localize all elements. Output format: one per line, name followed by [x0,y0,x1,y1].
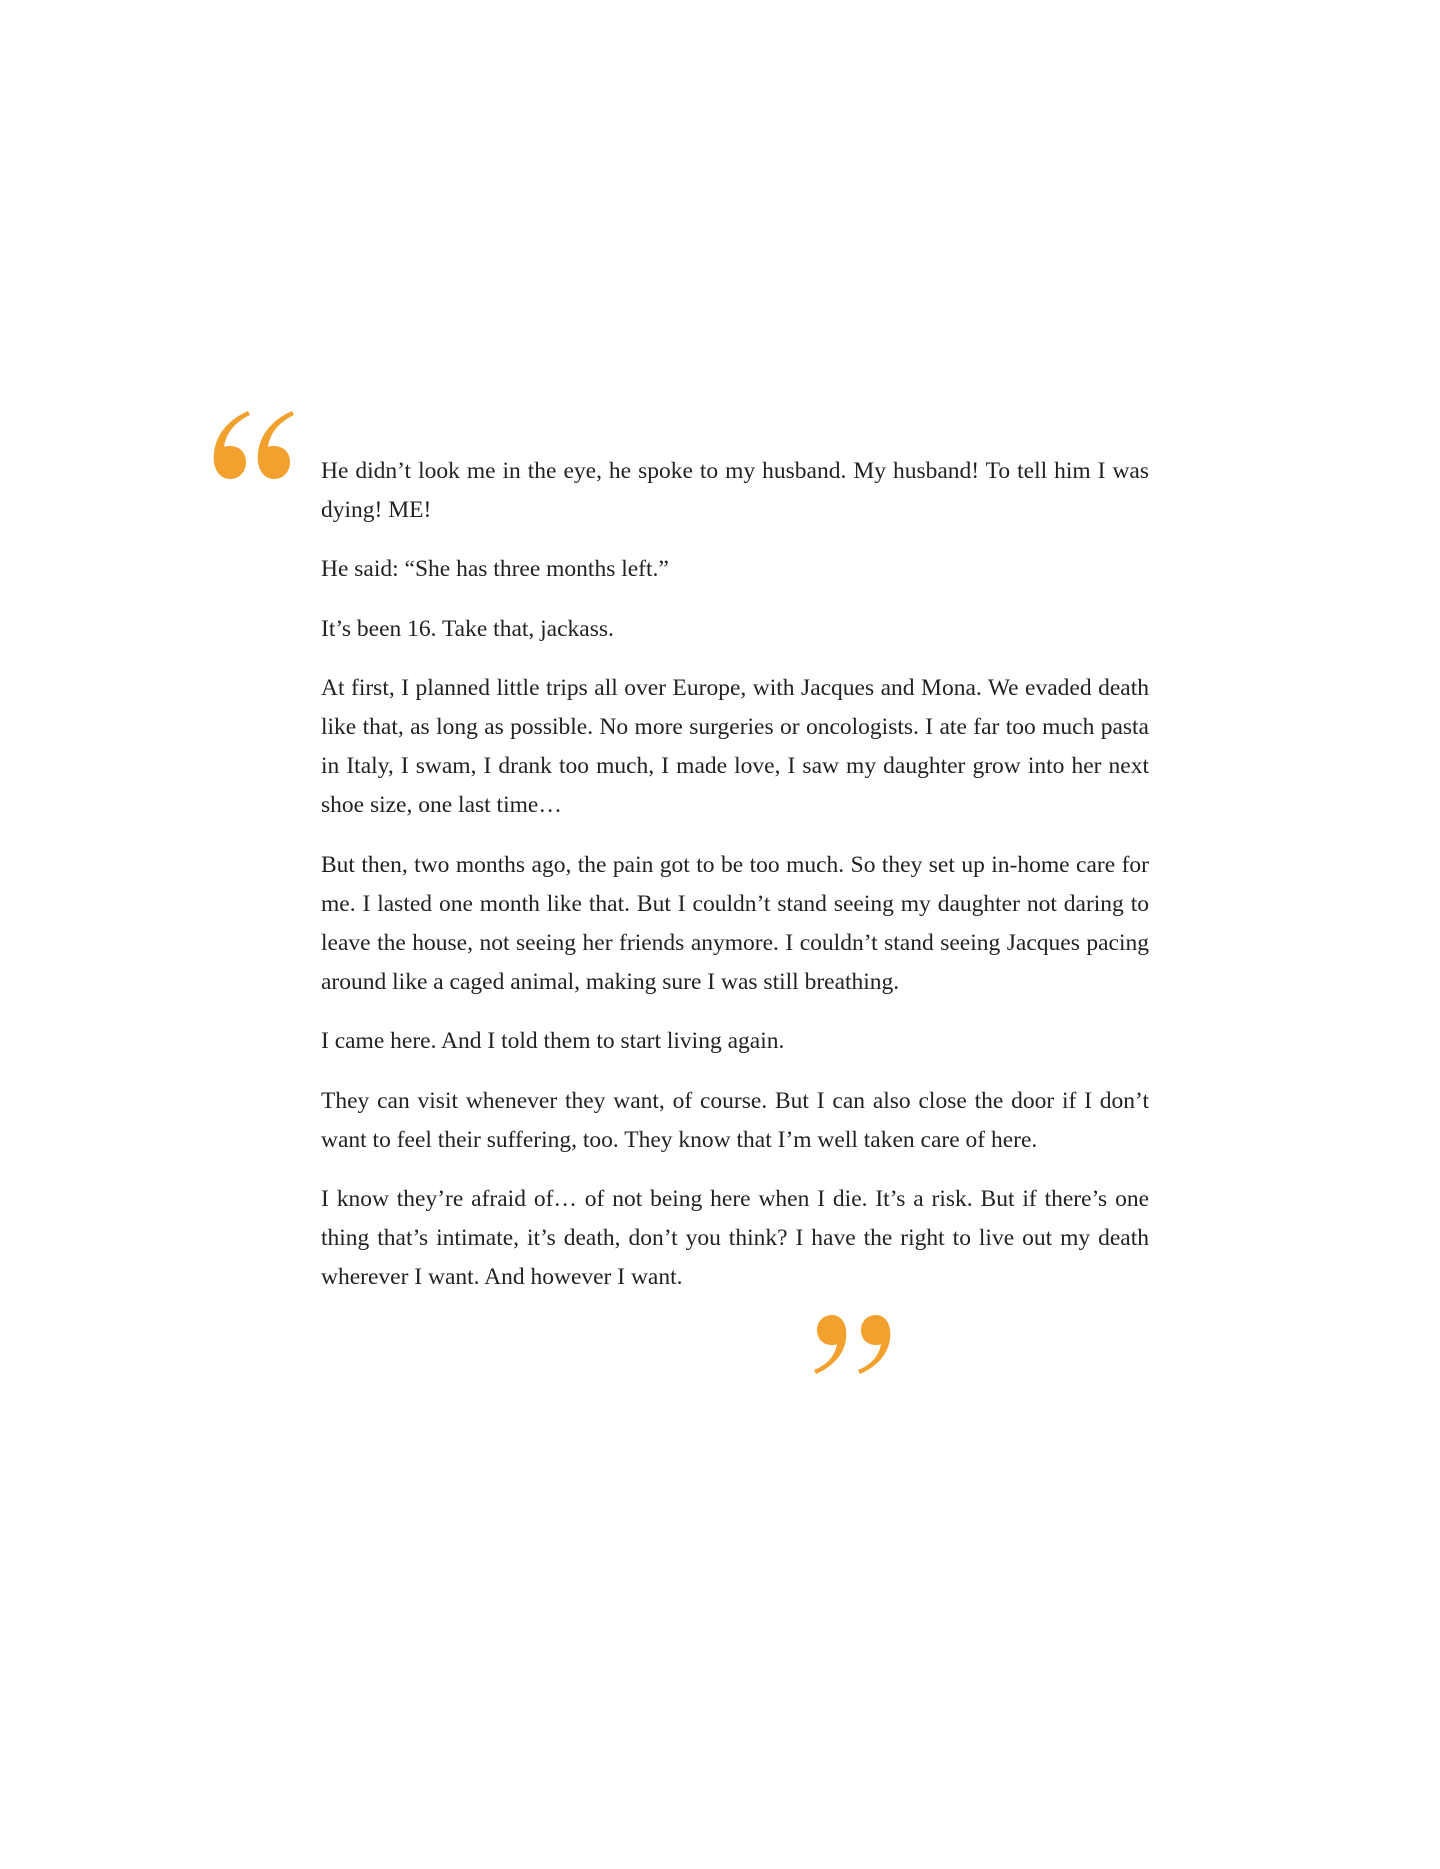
quote-paragraph-4: At first, I planned little trips all over Europe, with Jacques and Mona. We evaded death like that, as long as possible. No more surgeries or oncologists. I ate far too much pasta in Italy, I swam, I drank too much, I made love, I saw my daughter grow into her next shoe size, one last time… [321,674,1149,819]
quote-text-block [321,452,1149,1298]
close-quote-icon [812,1312,898,1378]
quote-paragraph-6: I came here. And I told them to start living again. [321,1028,785,1055]
open-quote-icon [208,405,296,483]
quote-paragraph-8: I know they’re afraid of… of not being here when I die. It’s a risk. But if there’s one thing that’s intimate, it’s death, don’t you think? I have the right to live out my death wherever I want. And however I want. [321,1186,1149,1291]
quote-paragraph-3: It’s been 16. Take that, jackass. [321,615,614,642]
quote-paragraph-5: But then, two months ago, the pain got to be too much. So they set up in-home care for me. I lasted one month like that. But I couldn’t stand seeing my daughter not daring to leave the house, not seeing her friends anymore. I couldn’t stand seeing Jacques pacing around like a caged animal, making sure I was still breathing. [321,851,1149,996]
quote-paragraph-1: He didn’t look me in the eye, he spoke to my husband. My husband! To tell him I was dying! ME! [321,458,1149,524]
quote-paragraph-2: He said: “She has three months left.” [321,556,669,583]
quote-paragraph-7: They can visit whenever they want, of course. But I can also close the door if I don’t want to feel their suffering, too. They know that I’m well taken care of here. [321,1087,1149,1153]
